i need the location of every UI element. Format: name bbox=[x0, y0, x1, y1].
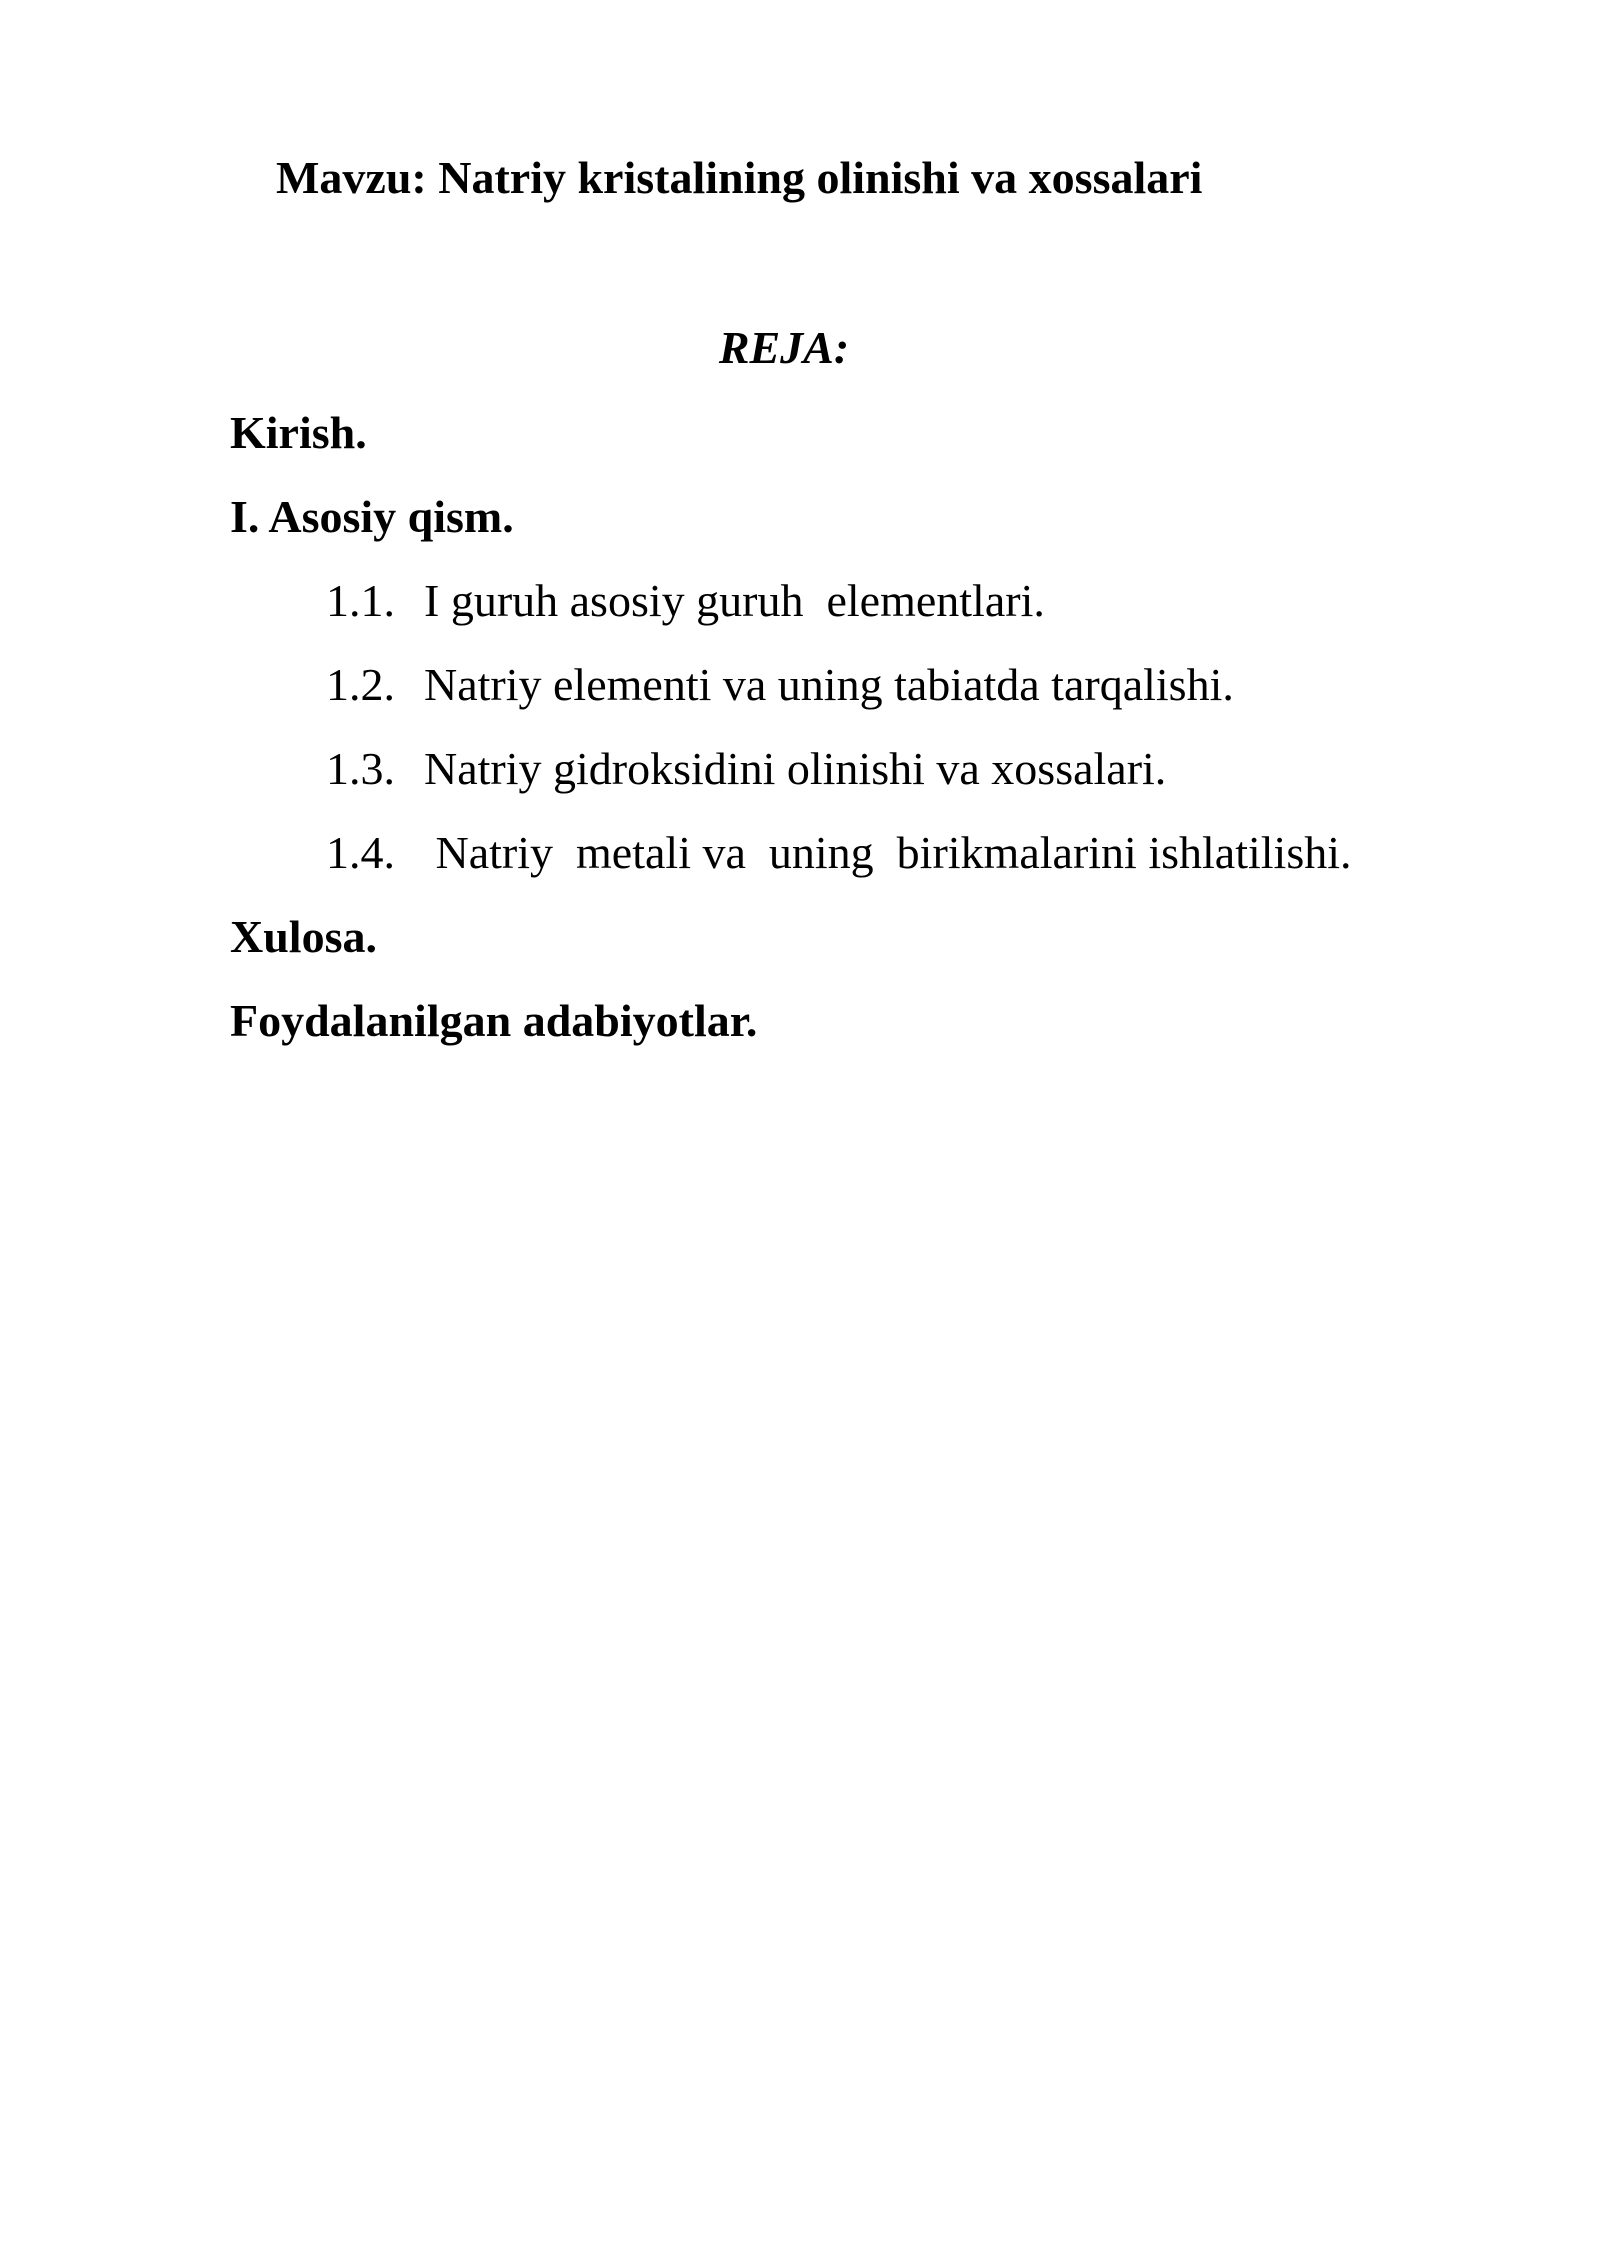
plan-heading: REJA: bbox=[718, 322, 850, 373]
plan-item bbox=[326, 573, 1045, 628]
plan-item-number: 1.1. bbox=[326, 575, 395, 626]
plan-item bbox=[326, 741, 1166, 796]
section-main-part: I. Asosiy qism. bbox=[230, 491, 514, 542]
plan-item-number: 1.4. bbox=[326, 827, 395, 878]
plan-item-number: 1.2. bbox=[326, 659, 395, 710]
document-title: Mavzu: Natriy kristalining olinishi va xossalari bbox=[276, 152, 1203, 203]
plan-item-text: Natriy elementi va uning tabiatda tarqalishi. bbox=[424, 659, 1234, 710]
plan-item-text: Natriy metali va uning birikmalarini ishlatilishi. bbox=[424, 827, 1352, 878]
section-references: Foydalanilgan adabiyotlar. bbox=[230, 995, 758, 1046]
plan-item bbox=[326, 825, 1352, 880]
plan-item bbox=[326, 657, 1234, 712]
section-intro: Kirish. bbox=[230, 407, 367, 458]
plan-item-text: Natriy gidroksidini olinishi va xossalari. bbox=[424, 743, 1167, 794]
section-conclusion: Xulosa. bbox=[230, 911, 377, 962]
plan-item-number: 1.3. bbox=[326, 743, 395, 794]
plan-item-text: I guruh asosiy guruh elementlari. bbox=[424, 575, 1045, 626]
